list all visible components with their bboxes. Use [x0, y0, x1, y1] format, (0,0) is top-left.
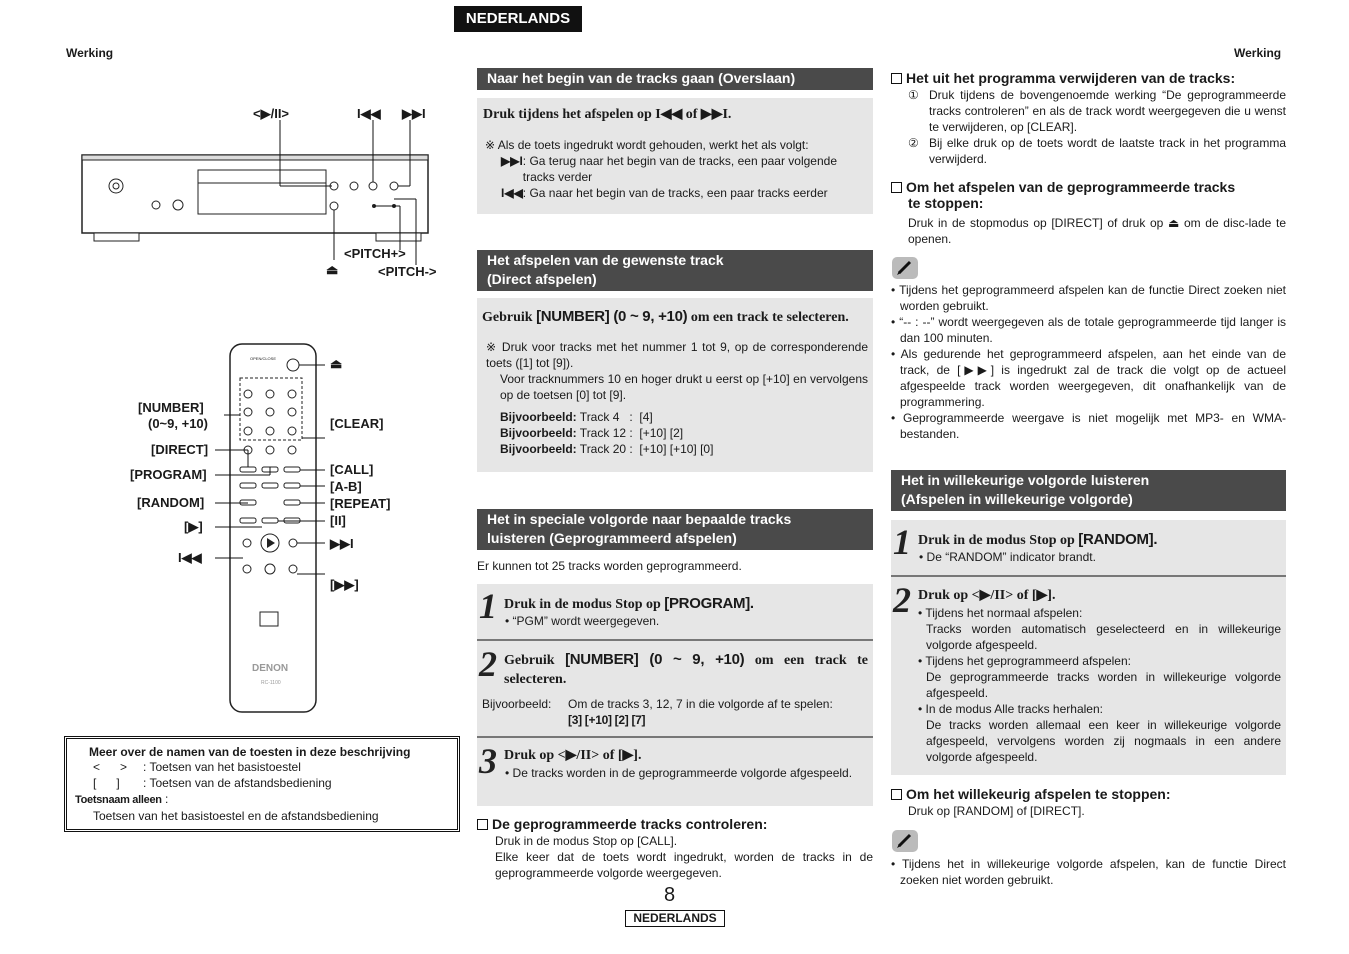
running-head-left: Werking — [66, 46, 114, 60]
skip-back-icon: I◀◀ — [178, 550, 202, 565]
player-illustration — [60, 100, 460, 290]
skip-instruction: Druk tijdens het afspelen op I◀◀ of ▶▶I. — [483, 107, 732, 122]
legend-text-remote: : Toetsen van de afstandsbediening — [143, 776, 332, 790]
section-program-title: Het in speciale volgorde naar bepaalde tracks luisteren (Geprogrammeerd afspelen) — [477, 509, 873, 550]
step-2-example-label: Bijvoorbeeld: — [482, 697, 552, 711]
random-step-1-number: 1 — [893, 522, 911, 562]
label-pitch-plus: <PITCH+> — [344, 246, 406, 261]
remove-step-2: ② Bij elke druk op de toets wordt de laatste track in het programma verwijderd. — [908, 136, 1286, 166]
skip-fwd-icon: ▶▶I — [330, 536, 354, 551]
skip-fwd-icon: ▶▶I — [501, 154, 523, 168]
label-call: [CALL] — [330, 462, 374, 477]
section-direct-title: Het afspelen van de gewenste track (Direct afspelen) — [477, 250, 873, 291]
label-ab: [A-B] — [330, 479, 362, 494]
footer-language: NEDERLANDS — [625, 910, 725, 927]
skip-box — [477, 98, 873, 214]
label-ffwd: [▶▶] — [330, 577, 359, 592]
random-step-2-number: 2 — [893, 580, 911, 620]
remote-model: RC-1100 — [261, 680, 281, 686]
eject-icon: ⏏ — [330, 356, 343, 371]
random-step-1-instruction: Druk in de modus Stop op [RANDOM]. — [918, 531, 1158, 548]
running-head-right: Werking — [1234, 46, 1282, 60]
step-divider — [891, 575, 1286, 577]
step-3-note: • De tracks worden in de geprogrammeerde volgorde afgespeeld. — [505, 766, 853, 780]
step-2-instruction: Gebruik [NUMBER] (0 ~ 9, +10) om een track te selecteren. — [504, 651, 868, 687]
label-number: [NUMBER] — [138, 400, 204, 415]
checkbox-icon — [477, 819, 488, 830]
label-number-range: (0~9, +10) — [148, 416, 208, 431]
label-random: [RANDOM] — [137, 495, 205, 510]
stop-program-title: Om het afspelen van de geprogrammeerde tracks te stoppen: — [891, 179, 1287, 211]
legend-sym-angle: < > — [93, 760, 128, 774]
random-step-2-details: • Tijdens het normaal afspelen: Tracks worden automatisch geselecteerd en in willekeurige volgorde afgespeeld. • Tijdens het geprogrammeerd afspelen: De geprogrammeerde tracks worden in willekeurige volgorde afgespeeld. • In de modus Alle tracks herhalen: De tracks worden allemaal een keer in willekeurige volgorde afgespeeld, vervolgens worden zij nogmaals in een andere volgorde afgespeeld. — [918, 606, 1281, 764]
direct-instruction: Gebruik [NUMBER] (0 ~ 9, +10) om een track te selecteren. — [482, 308, 849, 325]
random-step-1-note: • De “RANDOM” indicator brandt. — [919, 550, 1096, 564]
label-play: [▶] — [184, 519, 203, 534]
program-note-1: • Tijdens het geprogrammeerd afspelen kan de functie Direct zoeken niet worden gebruikt. — [891, 283, 1286, 313]
legend-box — [64, 736, 460, 832]
label-skip-fwd: ▶▶I — [402, 106, 426, 121]
label-skip-back: I◀◀ — [357, 106, 381, 121]
random-steps-box — [891, 520, 1286, 775]
legend-sym-bracket: [ ] — [93, 776, 120, 790]
program-note-2: • “-- : --” wordt weergegeven als de totale geprogrammeerde tijd langer is dan 100 minuten. — [891, 315, 1286, 345]
label-clear: [CLEAR] — [330, 416, 384, 431]
check-text-2: Elke keer dat de toets wordt ingedrukt, worden de tracks in de geprogrammeerde volgorde weergegeven. — [495, 850, 873, 880]
page-number: 8 — [664, 884, 676, 906]
eject-icon: ⏏ — [326, 262, 339, 277]
pencil-note-icon — [892, 257, 918, 279]
legend-text-base: : Toetsen van het basistoestel — [143, 760, 301, 774]
step-3-instruction: Druk op <▶/II> of [▶]. — [504, 748, 642, 763]
legend-name-only-text: Toetsen van het basistoestel en de afstandsbediening — [93, 809, 379, 823]
pencil-note-icon — [892, 830, 918, 852]
program-intro: Er kunnen tot 25 tracks worden geprogrammeerd. — [477, 559, 742, 573]
label-pitch-minus: <PITCH-> — [378, 264, 437, 279]
remote-drawing — [120, 340, 410, 715]
legend-row-base — [75, 759, 449, 775]
random-stop-text: Druk op [RANDOM] of [DIRECT]. — [908, 804, 1085, 818]
skip-note-back: I◀◀: Ga naar het begin van de tracks, een paar tracks eerder — [501, 186, 828, 200]
label-direct: [DIRECT] — [151, 442, 209, 457]
skip-back-icon: I◀◀ — [501, 186, 523, 200]
legend-title: Meer over de namen van de toesten in deze beschrijving — [89, 745, 411, 759]
step-2-number: 2 — [479, 644, 497, 684]
cd-player-drawing — [60, 100, 460, 290]
random-note: • Tijdens het in willekeurige volgorde afspelen, kan de functie Direct zoeken niet worden gebruikt. — [891, 857, 1286, 887]
program-notes — [891, 282, 1286, 442]
step-1-number: 1 — [479, 586, 497, 626]
label-program: [PROGRAM] — [130, 467, 207, 482]
checkbox-icon — [891, 73, 902, 84]
checkbox-icon — [891, 789, 902, 800]
step-2-example-keys: [3] [+10] [2] [7] — [568, 713, 646, 727]
random-stop-title: Om het willekeurig afspelen te stoppen: — [891, 786, 1171, 802]
check-title: De geprogrammeerde tracks controleren: — [477, 816, 767, 832]
random-step-2-instruction: Druk op <▶/II> of [▶]. — [918, 588, 1056, 603]
check-text-1: Druk in de modus Stop op [CALL]. — [495, 834, 678, 848]
direct-note-1: ※ Druk voor tracks met het nummer 1 tot 9, op de corresponderende toets ([1] tot [9]). — [486, 340, 868, 370]
program-note-4: • Geprogrammeerde weergave is niet mogelijk met MP3- en WMA-bestanden. — [891, 411, 1286, 441]
remove-step-1: ① Druk tijdens de bovengenoemde werking “De geprogrammeerde tracks controleren” en als de track wordt weergegeven die u wenst te verwijderen, op [CLEAR]. — [908, 88, 1286, 134]
section-random-title: Het in willekeurige volgorde luisteren (Afspelen in willekeurige volgorde) — [891, 470, 1286, 511]
direct-example-2: Bijvoorbeeld: Track 12 : [+10] [2] — [500, 426, 684, 440]
stop-program-text: Druk in de stopmodus op [DIRECT] of druk op ⏏ om de disc-lade te openen. — [908, 216, 1286, 246]
legend-row-name-only: Toetsnaam alleen : — [75, 792, 169, 806]
remove-title: Het uit het programma verwijderen van de tracks: — [891, 70, 1235, 86]
skip-note-fwd: ▶▶I : Ga terug naar het begin van de tracks, een paar volgende tracks verder — [501, 154, 838, 184]
checkbox-icon — [891, 182, 902, 193]
remote-illustration — [120, 340, 410, 715]
label-play-pause: <▶/II> — [253, 106, 290, 121]
step-1-note: • “PGM” wordt weergegeven. — [505, 614, 660, 628]
legend-row-remote — [75, 775, 449, 791]
step-2-example-text: Om de tracks 3, 12, 7 in die volgorde af te spelen: — [568, 697, 833, 711]
step-divider — [477, 736, 873, 738]
remote-open-close: OPEN/CLOSE — [250, 356, 277, 361]
direct-box — [477, 298, 873, 472]
step-3-number: 3 — [479, 741, 497, 781]
skip-note-head: ※ Als de toets ingedrukt wordt gehouden, werkt het als volgt: — [485, 138, 809, 152]
label-pause: [II] — [330, 513, 346, 528]
section-skip-title: Naar het begin van de tracks gaan (Overslaan) — [477, 68, 873, 90]
step-divider — [477, 639, 873, 641]
legend-name-only-head: Toetsnaam alleen — [75, 794, 162, 806]
direct-note-2: Voor tracknummers 10 en hoger drukt u eerst op [+10] en vervolgens op de toetsen [0] tot [9]. — [500, 372, 868, 402]
program-note-3: • Als gedurende het geprogrammeerd afspelen, aan het einde van de track, de [▶▶] is ingedrukt zal de track die volgt op de actueel afgespeelde track worden weergegeven, dit onafhankelijk van de programmering. — [891, 347, 1286, 409]
language-tab: NEDERLANDS — [454, 6, 582, 32]
program-steps-box — [477, 584, 873, 806]
label-repeat: [REPEAT] — [330, 496, 391, 511]
step-1-instruction: Druk in de modus Stop op [PROGRAM]. — [504, 595, 754, 612]
remote-brand: DENON — [252, 663, 289, 674]
direct-example-1: Bijvoorbeeld: Track 4 : [4] — [500, 410, 653, 424]
direct-example-3: Bijvoorbeeld: Track 20 : [+10] [+10] [0] — [500, 442, 714, 456]
